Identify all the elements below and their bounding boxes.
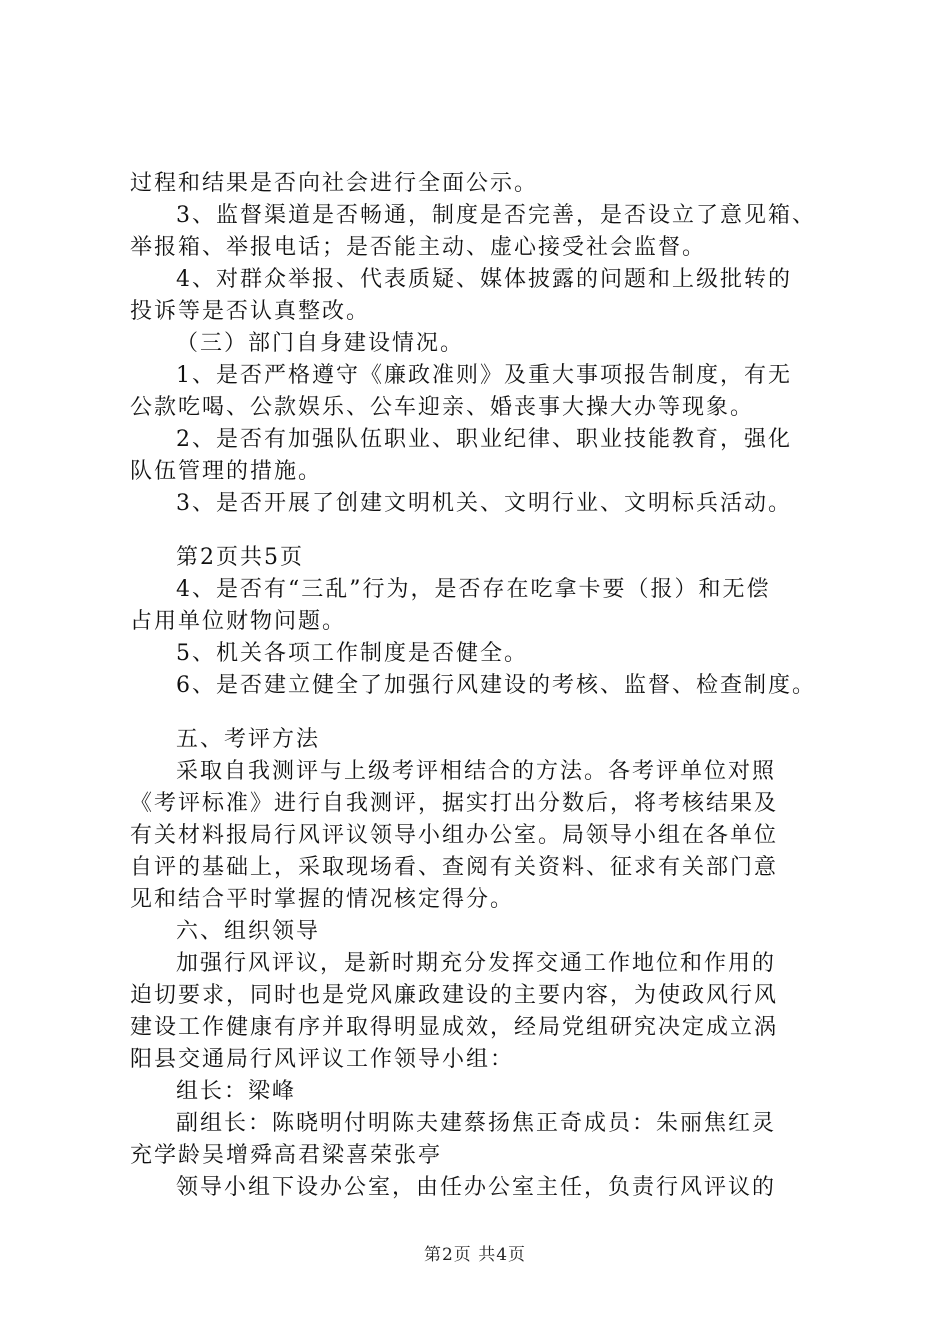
- paragraph-line: 领导小组下设办公室，由任办公室主任，负责行风评议的: [176, 1175, 777, 1200]
- page-footer: 第2页 共4页: [423, 1245, 527, 1265]
- paragraph-line: 投诉等是否认真整改。: [130, 299, 371, 324]
- paragraph-line: 3、监督渠道是否畅通，制度是否完善，是否设立了意见箱、: [176, 203, 816, 228]
- paragraph-line: 副组长：陈晓明付明陈夫建蔡扬焦正奇成员：朱丽焦红灵: [176, 1111, 777, 1136]
- paragraph-line: 见和结合平时掌握的情况核定得分。: [130, 887, 515, 912]
- inline-page-marker: 第2页共5页: [176, 545, 304, 570]
- paragraph-line: 充学龄吴增舜高君梁喜荣张亭: [130, 1143, 443, 1168]
- paragraph-line: 建设工作健康有序并取得明显成效，经局党组研究决定成立涡: [130, 1015, 779, 1040]
- paragraph-line: 占用单位财物问题。: [130, 609, 347, 634]
- paragraph-line: 阳县交通局行风评议工作领导小组：: [130, 1047, 515, 1072]
- paragraph-line: 6、是否建立健全了加强行风建设的考核、监督、检查制度。: [176, 673, 816, 698]
- paragraph-line: 加强行风评议，是新时期充分发挥交通工作地位和作用的: [176, 951, 777, 976]
- paragraph-line: 自评的基础上，采取现场看、查阅有关资料、征求有关部门意: [130, 855, 779, 880]
- paragraph-line: 组长：梁峰: [176, 1079, 297, 1104]
- paragraph-line: 2、是否有加强队伍职业、职业纪律、职业技能教育，强化: [176, 427, 792, 452]
- section-heading: 五、考评方法: [176, 727, 321, 752]
- paragraph-line: 《考评标准》进行自我测评，据实打出分数后，将考核结果及: [130, 791, 779, 816]
- paragraph-line: 公款吃喝、公款娱乐、公车迎亲、婚丧事大操大办等现象。: [130, 395, 755, 420]
- paragraph-line: 1、是否严格遵守《廉政准则》及重大事项报告制度，有无: [176, 363, 792, 388]
- paragraph-line: 迫切要求，同时也是党风廉政建设的主要内容，为使政风行风: [130, 983, 779, 1008]
- paragraph-line: 队伍管理的措施。: [130, 459, 323, 484]
- paragraph-line: 过程和结果是否向社会进行全面公示。: [130, 171, 539, 196]
- paragraph-line: 有关材料报局行风评议领导小组办公室。局领导小组在各单位: [130, 823, 779, 848]
- paragraph-line: 4、是否有“三乱”行为，是否存在吃拿卡要（报）和无偿: [176, 577, 771, 602]
- paragraph-line: 采取自我测评与上级考评相结合的方法。各考评单位对照: [176, 759, 777, 784]
- paragraph-line: 5、机关各项工作制度是否健全。: [176, 641, 528, 666]
- document-body: [130, 168, 860, 1204]
- paragraph-line: 3、是否开展了创建文明机关、文明行业、文明标兵活动。: [176, 491, 792, 516]
- paragraph-line: 4、对群众举报、代表质疑、媒体披露的问题和上级批转的: [176, 267, 792, 292]
- section-heading: （三）部门自身建设情况。: [176, 331, 465, 356]
- section-heading: 六、组织领导: [176, 919, 321, 944]
- paragraph-line: 举报箱、举报电话；是否能主动、虚心接受社会监督。: [130, 235, 707, 260]
